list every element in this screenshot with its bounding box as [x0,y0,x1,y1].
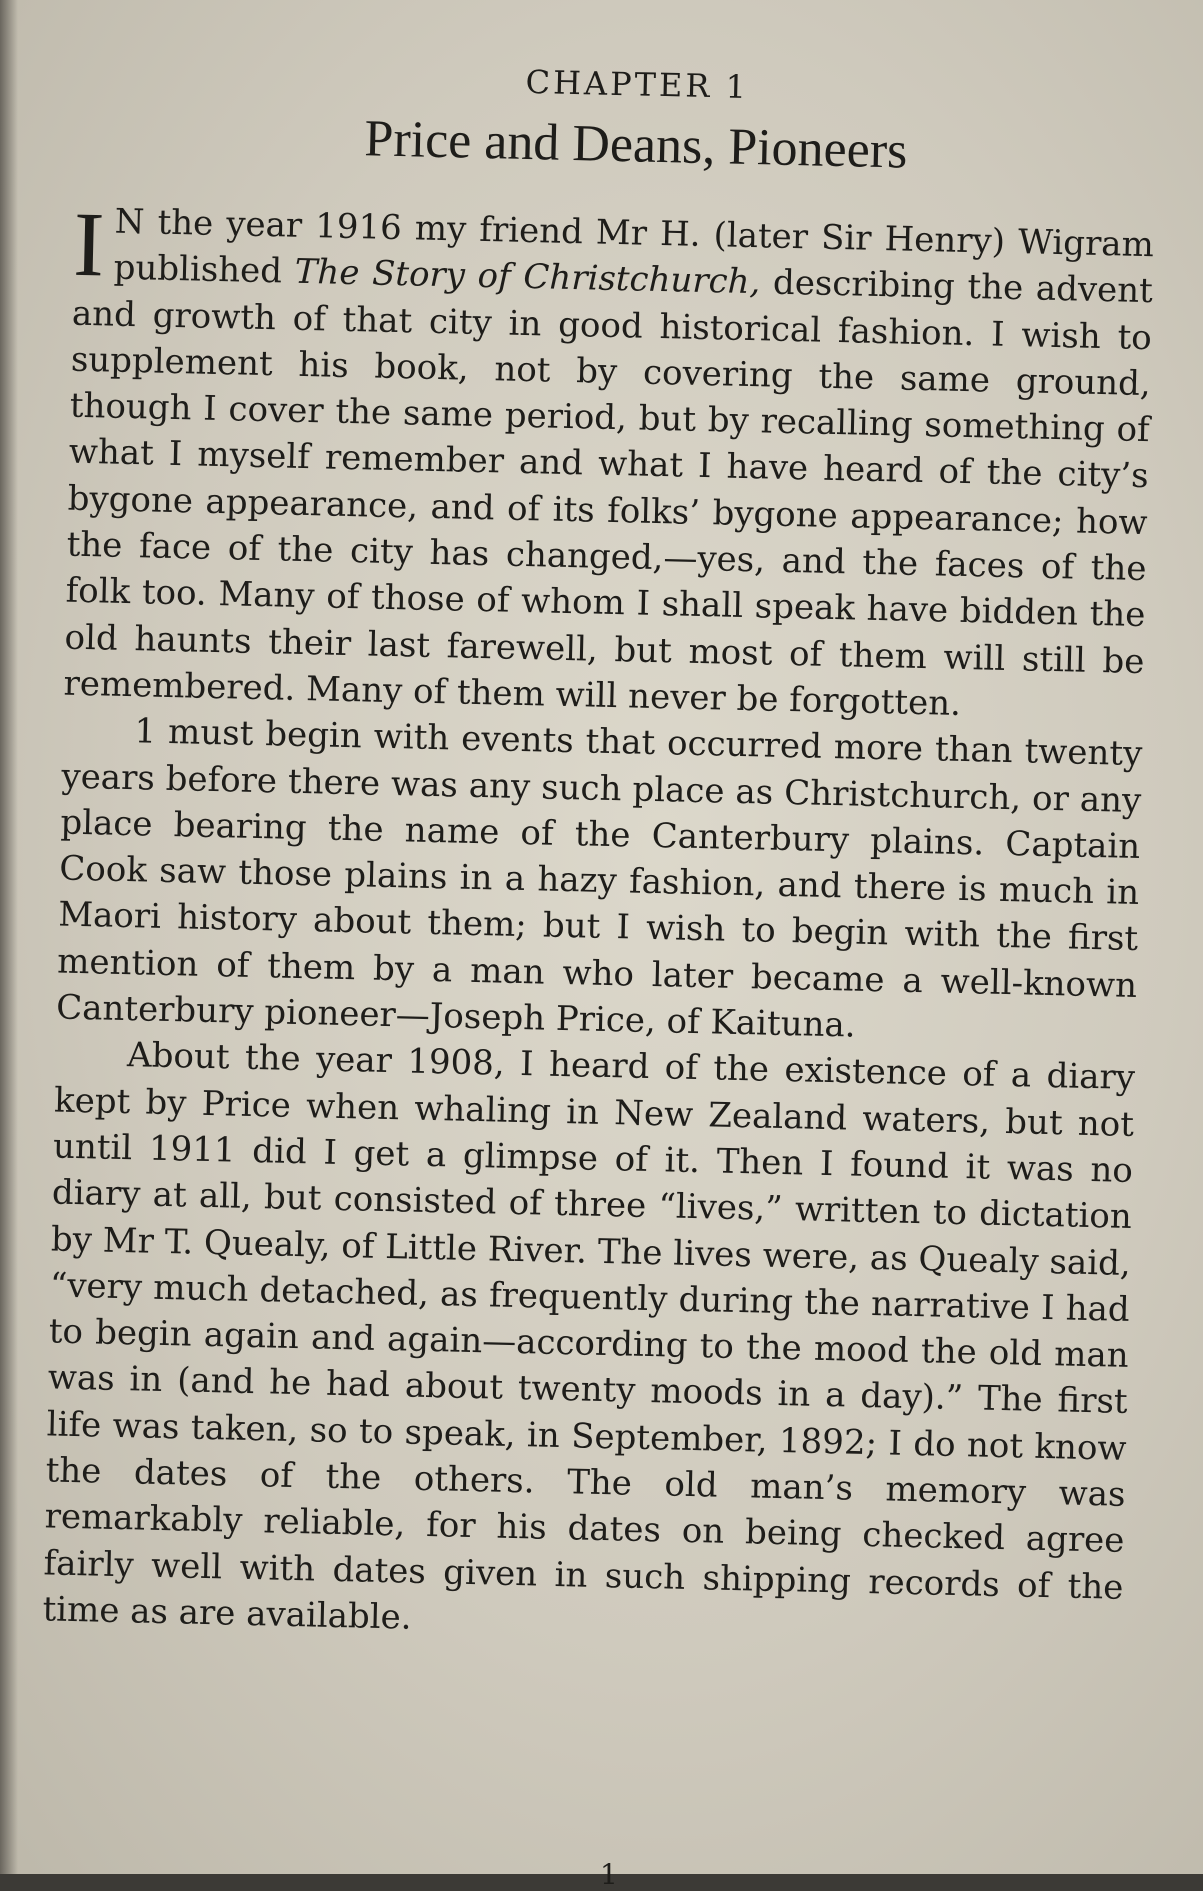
chapter-label: CHAPTER 1 [525,62,750,106]
page-number: 1 [600,1858,618,1891]
paragraph-1-start: N the year 1916 my friend Mr H. (later Sir Henry) Wigram published [113,201,1155,293]
drop-cap: I [72,192,106,296]
page-gutter-shadow [0,0,18,1874]
paragraph-3: About the year 1908, I heard of the existence of a diary kept by Price when whaling in New Zealand waters, but not until 1911 did I get a glimpse of it. Then I found it was no diary at all, but consisted of three “lives,” written to dictation by Mr T. Quealy, of Little River. The lives were, as Quealy said, “very much detached, as frequently during the narrative I had to begin again and again—according to the mood the old man was in (and he had about twenty moods in a day).” The first life was taken, so to speak, in September, 1892; I do not know the dates of the others. The old man’s memory was remarkably reliable, for his dates on being checked agree fairly well with dates given in such shipping records of the time as are available. [42,1035,1136,1638]
text-block [42,43,1158,1657]
paragraph-1-end: describing the advent and growth of that city in good historical fashion. I wish to supplement his book, not by covering the same ground, though I cover the same period, but by recalling something of what I myself remember and what I have heard of the city’s bygone appearance, and of its folks’ bygone appearance; how the face of the city has changed,—yes, and the faces of the folk too. Many of those of whom I shall speak have bidden the old haunts their last farewell, but most of them will still be remembered. Many of them will never be forgotten. [63,262,1154,724]
chapter-title: Price and Deans, Pioneers [363,110,909,180]
paragraph-2: 1 must begin with events that occurred more than twenty years before there was any such place as Christchurch, or any place bearing the name of the Canterbury plains. Captain Cook saw those plains in a hazy fashion, and there is much in Maori history about them; but I wish to begin with the first mention of them by a man who later became a well-known Canterbury pioneer—Joseph Price, of Kaituna. [55,711,1143,1046]
book-title-italic: The Story of Christchurch, [294,252,761,303]
paragraph-1 [63,192,1155,732]
